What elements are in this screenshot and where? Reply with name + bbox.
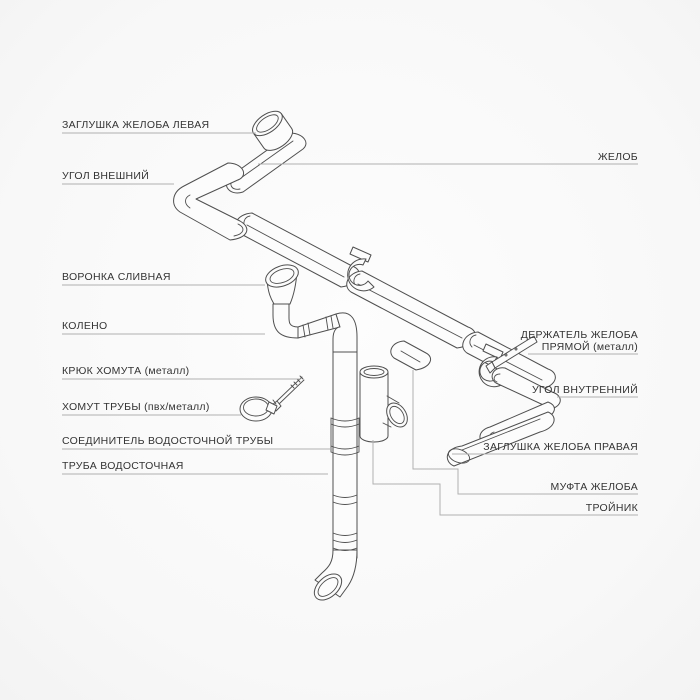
label-corner-outer: УГОЛ ВНЕШНИЙ: [62, 170, 150, 182]
part-pipe-clamp: [240, 397, 277, 421]
part-gutter-coupling: [391, 341, 431, 370]
label-pipe-connector: СОЕДИНИТЕЛЬ ВОДОСТОЧНОЙ ТРУБЫ: [62, 435, 274, 447]
label-pipe-clamp: ХОМУТ ТРУБЫ (пвх/металл): [62, 401, 210, 413]
part-elbow-1: [273, 304, 298, 338]
label-downpipe: ТРУБА ВОДОСТОЧНАЯ: [62, 460, 184, 472]
label-gutter: ЖЕЛОБ: [597, 151, 638, 163]
parts-drawing: [174, 106, 561, 605]
label-clamp-hook: КРЮК ХОМУТА (металл): [62, 365, 190, 377]
part-downpipe: [331, 352, 359, 558]
label-funnel: ВОРОНКА СЛИВНАЯ: [62, 271, 171, 283]
label-end-cap-right: ЗАГЛУШКА ЖЕЛОБА ПРАВАЯ: [483, 441, 638, 453]
label-holder-metal-2: ПРЯМОЙ (металл): [541, 341, 638, 353]
label-tee: ТРОЙНИК: [585, 502, 638, 514]
label-coupling: МУФТА ЖЕЛОБА: [550, 481, 638, 493]
part-gutter-right-with-cap: [446, 412, 554, 466]
part-corner-outer: [174, 163, 247, 240]
label-holder-metal-1: ДЕРЖАТЕЛЬ ЖЕЛОБА: [520, 329, 638, 341]
label-end-cap-left: ЗАГЛУШКА ЖЕЛОБА ЛЕВАЯ: [62, 119, 210, 131]
part-tee: [360, 366, 412, 442]
part-funnel: [263, 261, 302, 304]
label-elbow: КОЛЕНО: [62, 320, 108, 332]
label-corner-inner: УГОЛ ВНУТРЕННИЙ: [531, 384, 638, 396]
part-outlet-elbow: [309, 548, 357, 605]
